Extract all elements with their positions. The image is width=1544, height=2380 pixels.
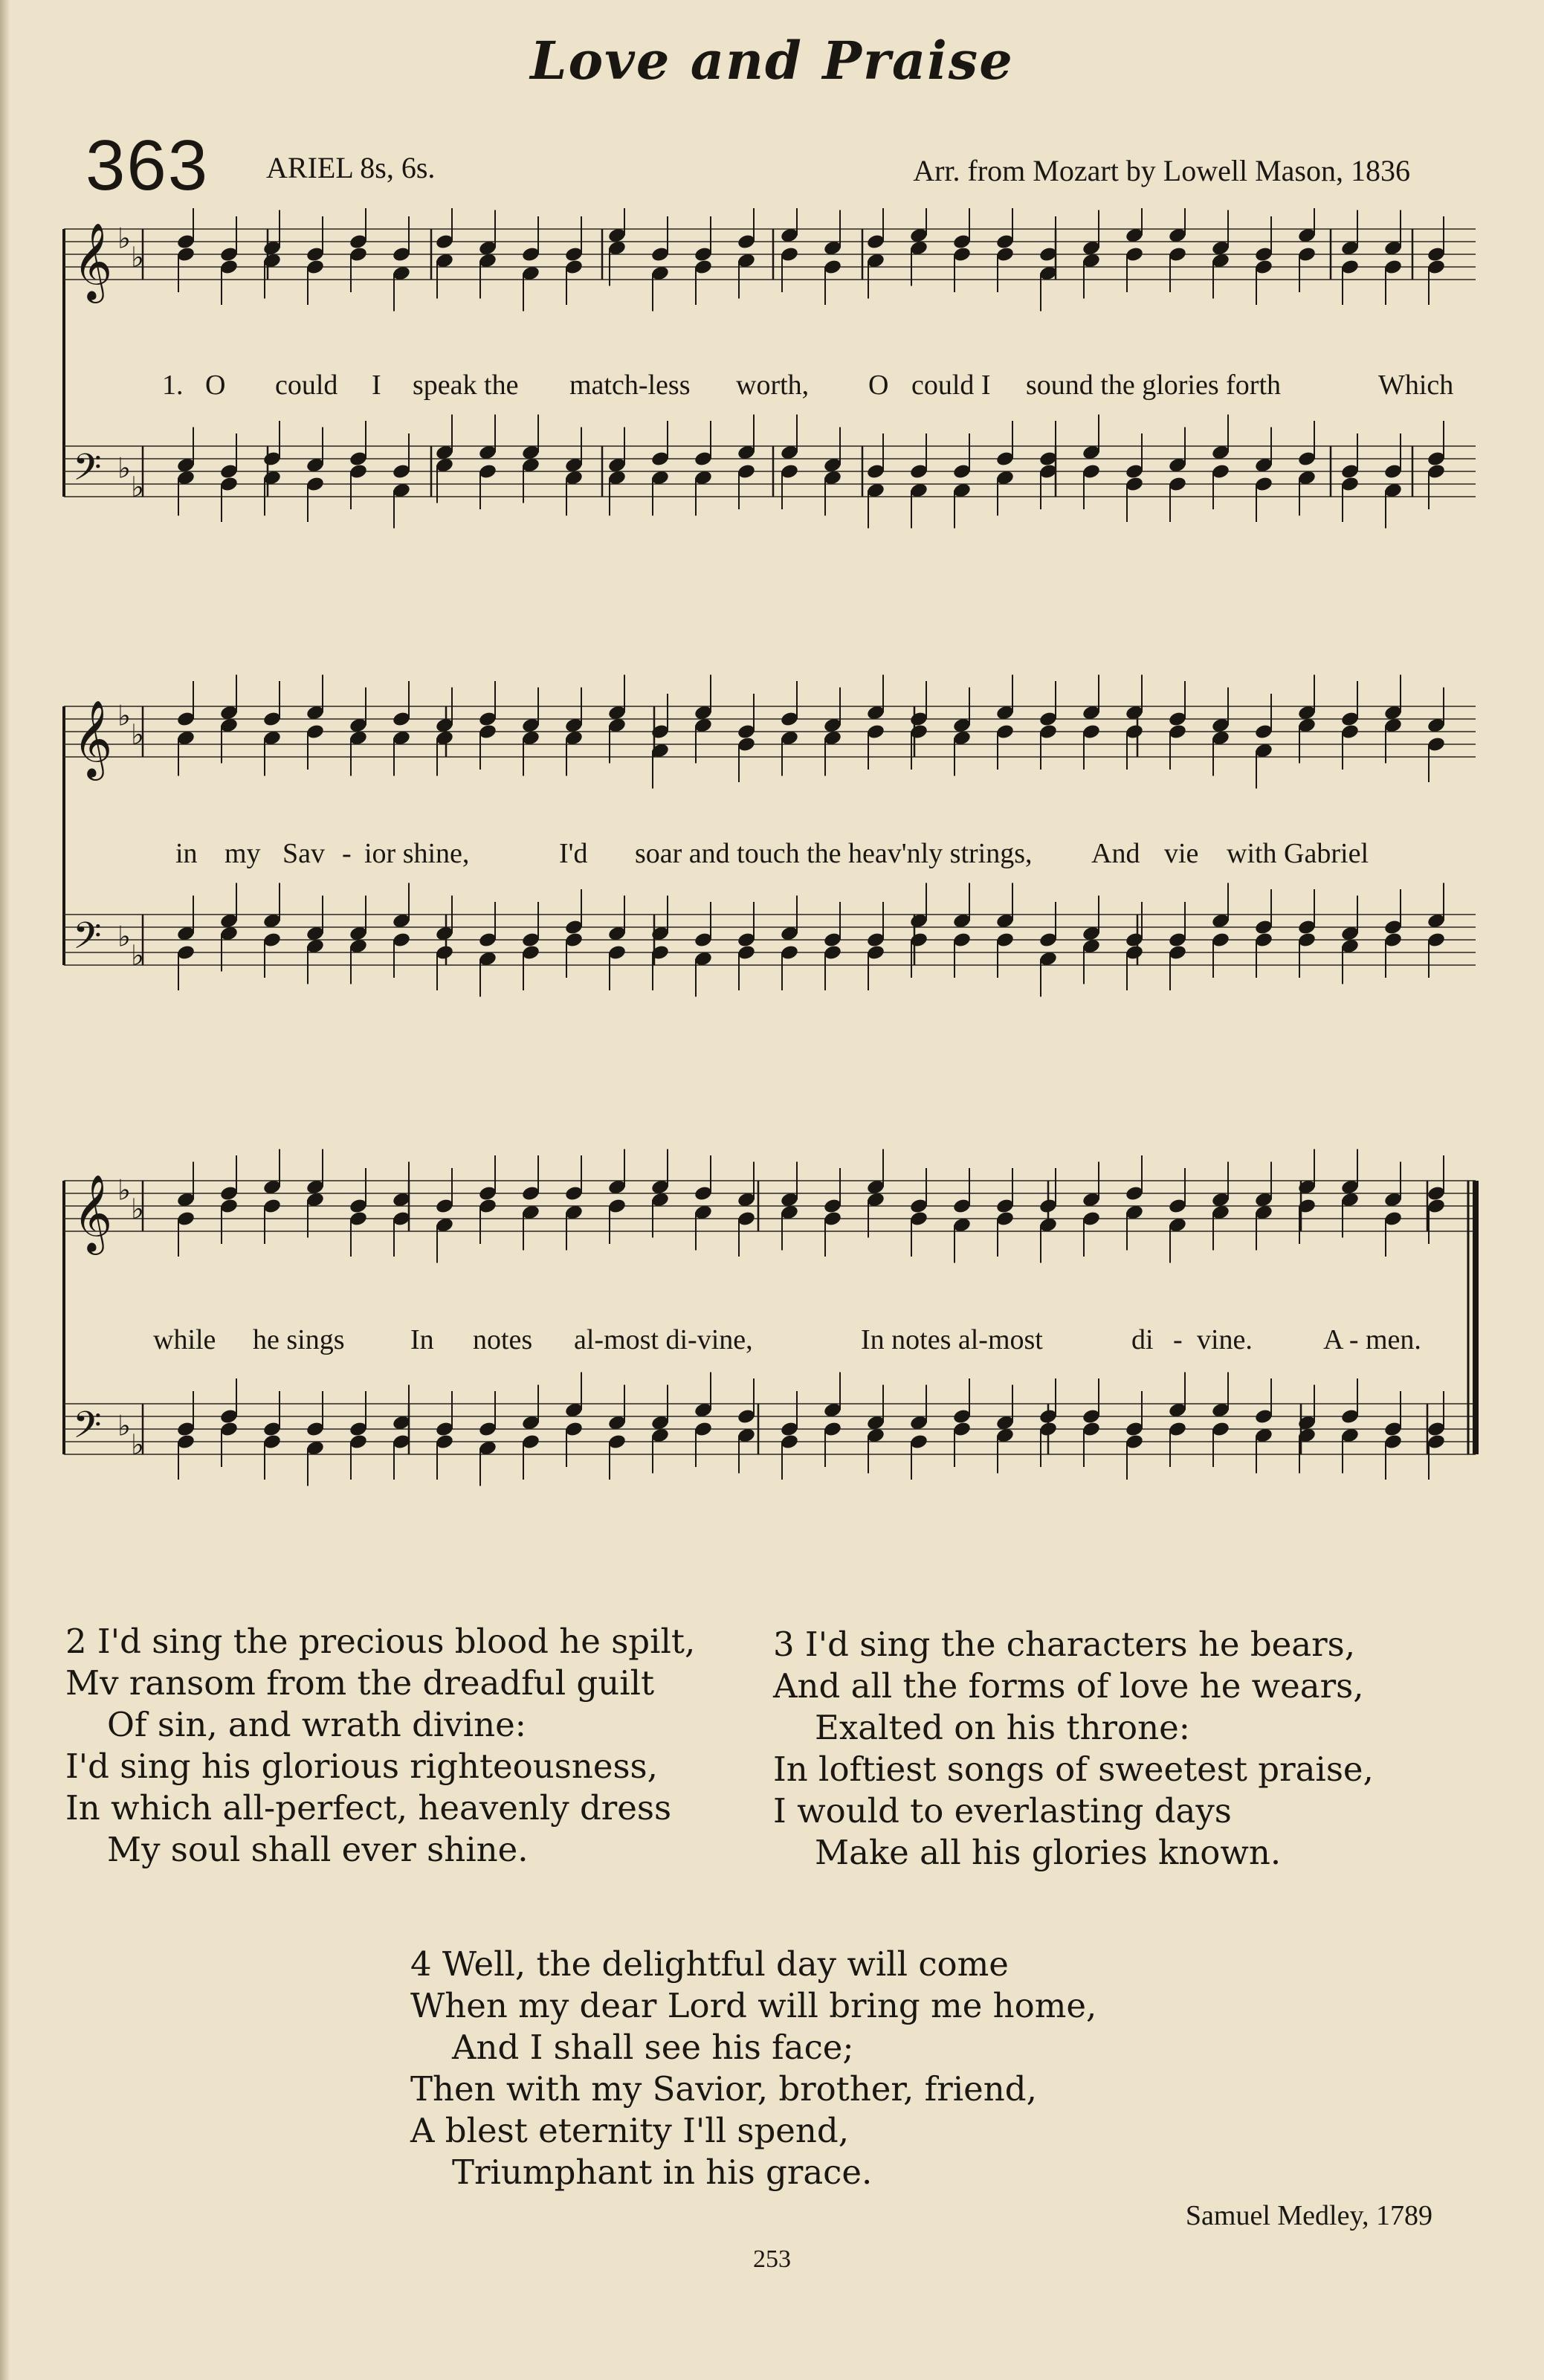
flat-icon: ♭ xyxy=(131,471,144,503)
page-heading: Love and Praise xyxy=(530,30,1014,91)
verse-line: 2 I'd sing the precious blood he spilt, xyxy=(65,1622,696,1661)
flat-icon: ♭ xyxy=(117,451,131,485)
verse-line: I would to everlasting days xyxy=(773,1791,1232,1831)
lyric-word: my xyxy=(225,838,261,869)
lyric-word: And xyxy=(1091,838,1140,869)
lyric-word: - xyxy=(1173,1324,1183,1355)
hymn-number: 363 xyxy=(85,126,210,205)
treble-clef-icon: 𝄞 xyxy=(73,700,113,778)
lyric-word: vine. xyxy=(1197,1324,1253,1355)
lyric-word: match-less xyxy=(569,370,691,401)
flat-icon: ♭ xyxy=(131,1428,144,1461)
flat-icon: ♭ xyxy=(117,1409,131,1442)
verse-line: When my dear Lord will bring me home, xyxy=(410,1986,1097,2025)
staff-group xyxy=(64,675,1479,997)
lyric-word: worth, xyxy=(736,370,810,401)
lyric-word: Which xyxy=(1378,370,1454,401)
lyric-word: in xyxy=(175,838,198,869)
flat-icon: ♭ xyxy=(117,699,131,732)
verse-line: My soul shall ever shine. xyxy=(107,1830,529,1869)
lyric-word: In notes al-most xyxy=(861,1324,1043,1355)
verse-line: And I shall see his face; xyxy=(452,2028,854,2067)
verse-line: Exalted on his throne: xyxy=(815,1708,1190,1747)
verse-line: I'd sing his glorious righteousness, xyxy=(65,1747,658,1786)
verse-4 xyxy=(410,1944,1096,2193)
treble-clef-icon: 𝄞 xyxy=(73,222,113,300)
flat-icon: ♭ xyxy=(117,222,131,255)
flat-icon: ♭ xyxy=(131,241,144,274)
verse-line: In loftiest songs of sweetest praise, xyxy=(773,1749,1374,1789)
bass-clef-icon: 𝄢 xyxy=(73,1404,102,1456)
bass-clef-icon: 𝄢 xyxy=(73,915,102,967)
verse-line: Mv ransom from the dreadful guilt xyxy=(65,1663,655,1703)
verse-line: Of sin, and wrath divine: xyxy=(107,1705,526,1744)
lyric-word: ior shine, xyxy=(364,838,470,869)
lyric-word: In xyxy=(410,1324,434,1355)
page-number: 253 xyxy=(753,2245,791,2273)
verse-line: A blest eternity I'll spend, xyxy=(410,2111,850,2150)
flat-icon: ♭ xyxy=(117,1173,131,1207)
lyric-word: A - men. xyxy=(1323,1324,1421,1355)
verse-line: 4 Well, the delightful day will come xyxy=(410,1944,1009,1984)
lyric-word: O xyxy=(868,370,889,401)
tune-name-meter: ARIEL 8s, 6s. xyxy=(266,151,436,184)
verse-2 xyxy=(65,1621,695,1871)
lyric-word: sound the glories forth xyxy=(1026,370,1282,401)
lyric-word: with Gabriel xyxy=(1227,838,1369,869)
lyric-word: vie xyxy=(1164,838,1199,869)
lyric-word: could I xyxy=(911,370,991,401)
lyric-word: di xyxy=(1131,1324,1154,1355)
flat-icon: ♭ xyxy=(131,939,144,972)
lyric-word: notes xyxy=(473,1324,533,1355)
lyric-word: while xyxy=(153,1324,216,1355)
flat-icon: ♭ xyxy=(131,718,144,751)
bass-clef-icon: 𝄢 xyxy=(73,446,102,498)
verse-line: In which all-perfect, heavenly dress xyxy=(65,1788,672,1828)
verse-line: Make all his glories known. xyxy=(815,1833,1282,1872)
verse-line: And all the forms of love he wears, xyxy=(773,1666,1364,1706)
author-credit: Samuel Medley, 1789 xyxy=(1185,2200,1432,2231)
verse-line: Triumphant in his grace. xyxy=(452,2152,873,2192)
arranger-credit: Arr. from Mozart by Lowell Mason, 1836 xyxy=(913,154,1410,187)
flat-icon: ♭ xyxy=(131,1193,144,1225)
page-binding-edge xyxy=(0,0,10,2380)
verse-line: Then with my Savior, brother, friend, xyxy=(410,2069,1037,2109)
verse-3 xyxy=(773,1624,1374,1874)
lyric-word: al-most di-vine, xyxy=(574,1324,753,1355)
lyric-word: I'd xyxy=(559,838,588,869)
treble-clef-icon: 𝄞 xyxy=(73,1174,113,1252)
staff-group xyxy=(64,1149,1476,1486)
flat-icon: ♭ xyxy=(117,920,131,953)
lyric-word: O xyxy=(205,370,226,401)
lyric-word: - xyxy=(342,838,352,869)
lyric-word: I xyxy=(372,370,381,401)
lyric-word: could xyxy=(275,370,338,401)
verse-line: 3 I'd sing the characters he bears, xyxy=(773,1625,1356,1664)
lyric-word: Sav xyxy=(282,838,325,869)
lyric-word: he sings xyxy=(253,1324,345,1355)
lyric-word: speak the xyxy=(413,370,519,401)
lyric-word: 1. xyxy=(162,370,184,401)
lyric-word: soar and touch the heav'nly strings, xyxy=(635,838,1033,869)
